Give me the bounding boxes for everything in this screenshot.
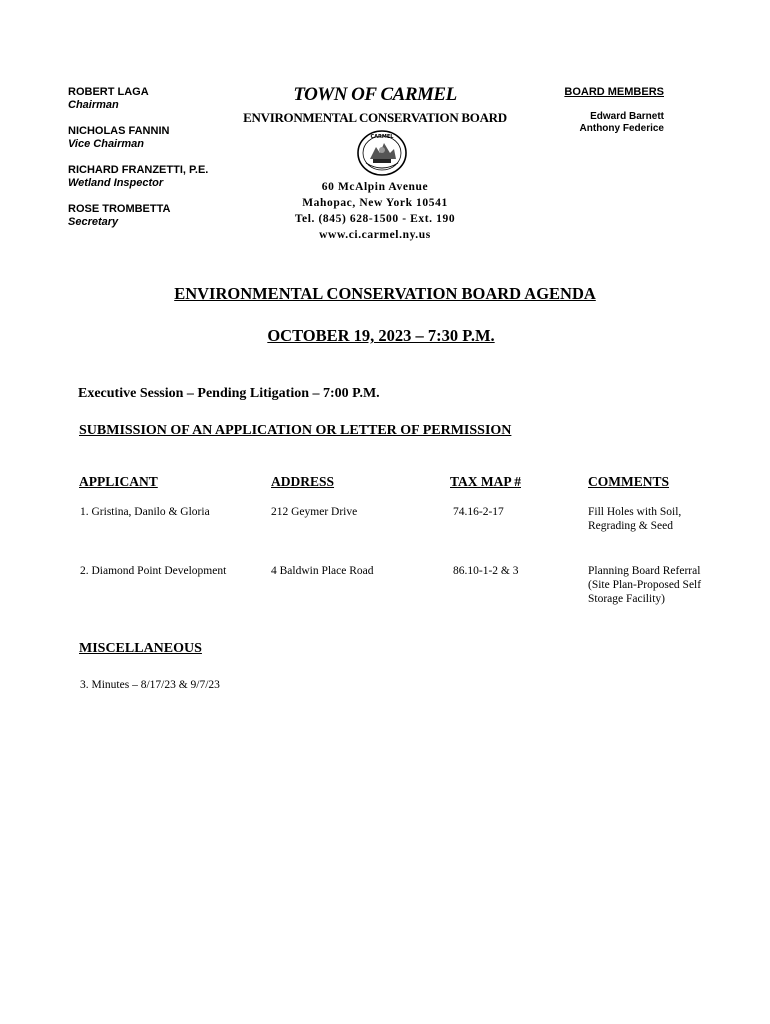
officer-vice-chairman bbox=[68, 125, 268, 151]
meeting-date: OCTOBER 19, 2023 – 7:30 P.M. bbox=[267, 326, 495, 345]
website: www.ci.carmel.ny.us bbox=[319, 229, 431, 241]
town-seal-icon bbox=[356, 129, 408, 177]
column-header-applicant: APPLICANT bbox=[79, 474, 158, 489]
table-row-applicant: 2. Diamond Point Development bbox=[80, 565, 227, 577]
board-members bbox=[464, 86, 664, 135]
table-row-comments bbox=[588, 564, 701, 606]
comment-line: Fill Holes with Soil, bbox=[588, 506, 682, 518]
phone-number: Tel. (845) 628-1500 - Ext. 190 bbox=[294, 213, 456, 225]
board-members-heading: BOARD MEMBERS bbox=[564, 86, 664, 98]
officer-role: Chairman bbox=[68, 99, 119, 111]
town-title: TOWN OF CARMEL bbox=[293, 84, 457, 105]
comment-line: (Site Plan-Proposed Self bbox=[588, 579, 702, 591]
officer-name: ROBERT LAGA bbox=[68, 86, 149, 98]
officer-role: Wetland Inspector bbox=[68, 177, 164, 189]
address-street: 60 McAlpin Avenue bbox=[321, 181, 429, 193]
contact-address bbox=[200, 179, 550, 243]
column-header-tax-map: TAX MAP # bbox=[450, 474, 521, 489]
comment-line: Planning Board Referral bbox=[588, 565, 701, 577]
column-header-address: ADDRESS bbox=[271, 474, 335, 489]
officer-role: Secretary bbox=[68, 216, 119, 228]
comment-line: Regrading & Seed bbox=[588, 520, 673, 532]
table-row-tax-map: 74.16-2-17 bbox=[453, 506, 504, 518]
list-item: 3. Minutes – 8/17/23 & 9/7/23 bbox=[80, 679, 220, 691]
board-title: ENVIRONMENTAL CONSERVATION BOARD bbox=[243, 110, 507, 125]
svg-text:CARMEL: CARMEL bbox=[370, 134, 394, 140]
officer-name: ROSE TROMBETTA bbox=[68, 203, 171, 215]
officer-name: RICHARD FRANZETTI, P.E. bbox=[68, 164, 209, 176]
comment-line: Storage Facility) bbox=[588, 593, 665, 605]
miscellaneous-heading: MISCELLANEOUS bbox=[79, 641, 202, 656]
executive-session: Executive Session – Pending Litigation – 7:00 P.M. bbox=[78, 386, 380, 401]
officer-name: NICHOLAS FANNIN bbox=[68, 125, 170, 137]
address-city: Mahopac, New York 10541 bbox=[302, 197, 448, 209]
table-row-address: 212 Geymer Drive bbox=[271, 506, 358, 518]
table-row-comments bbox=[588, 505, 681, 533]
submission-heading: SUBMISSION OF AN APPLICATION OR LETTER OF PERMISSION bbox=[79, 423, 512, 438]
board-member: Edward Barnett bbox=[590, 111, 664, 122]
agenda-title: ENVIRONMENTAL CONSERVATION BOARD AGENDA bbox=[174, 284, 596, 303]
board-member: Anthony Federice bbox=[579, 123, 664, 134]
table-row-applicant: 1. Gristina, Danilo & Gloria bbox=[80, 506, 210, 518]
officer-role: Vice Chairman bbox=[68, 138, 145, 150]
table-row-tax-map: 86.10-1-2 & 3 bbox=[453, 565, 519, 577]
table-row-address: 4 Baldwin Place Road bbox=[271, 565, 374, 577]
column-header-comments: COMMENTS bbox=[588, 474, 669, 489]
